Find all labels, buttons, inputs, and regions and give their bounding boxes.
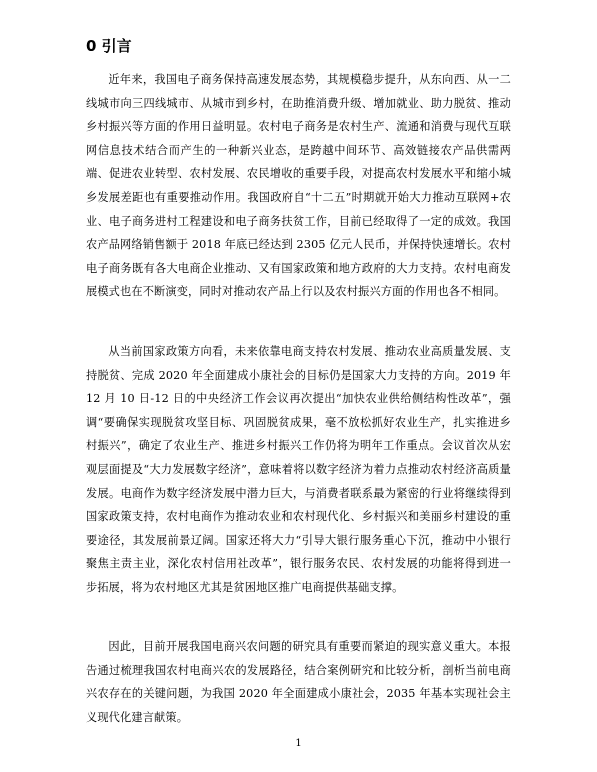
page-number: 1 [295, 738, 302, 749]
paragraph-conclusion: 因此，目前开展我国电商兴农问题的研究具有重要而紧迫的现实意义重大。本报告通过梳理我国农村电商兴农的发展路径，结合案例研究和比较分析，剖析当前电商兴农存在的关键问题，为我国 2020 年全面建成小康社会，2035 年基本实现社会主义现代化建言献策。 [86, 640, 511, 724]
paragraph-policy: 从当前国家政策方向看，未来依靠电商支持农村发展、推动农业高质量发展、支持脱贫、完成 2020 年全面建成小康社会的目标仍是国家大力支持的方向。2019 年 12 月 10 日-12 日的中央经济工作会议再次提出“加快农业供给侧结构性改革”，强调“要确保实现脱贫攻坚目标、巩固脱贫成果，毫不放松抓好农业生产，扎实推进乡村振兴”，确定了农业生产、推进乡村振兴工作仍将为明年工作重点。会议首次从宏观层面提及“大力发展数字经济”，意味着将以数字经济为着力点推动农村经济高质量发展。电商作为数字经济发展中潜力巨大，与消费者联系最为紧密的行业将继续得到国家政策支持，农村电商作为推动农业和农村现代化、乡村振兴和美丽乡村建设的重要途径，其发展前景辽阔。国家还将大力“引导大银行服务重心下沉，推动中小银行聚焦主责主业，深化农村信用社改革”，银行服务农民、农村发展的功能将得到进一步拓展，将为农村地区尤其是贫困地区推广电商提供基础支撑。 [86, 345, 511, 594]
paragraph-intro: 近年来，我国电子商务保持高速发展态势，其规模稳步提升，从东向西、从一二线城市向三四线城市、从城市到乡村，在助推消费升级、增加就业、助力脱贫、推动乡村振兴等方面的作用日益明显。农村电子商务是农村生产、流通和消费与现代互联网信息技术结合而产生的一种新兴业态，是跨越中间环节、高效链接农产品供需两端、促进农业转型、农村发展、农民增收的重要手段，对提高农村发展水平和缩小城乡发展差距也有重要推动作用。我国政府自“十二五”时期就开始大力推动互联网+农业、电子商务进村工程建设和电子商务扶贫工作，目前已经取得了一定的成效。我国农产品网络销售额于 2018 年底已经达到 2305 亿元人民币，并保持快速增长。农村电子商务既有各大电商企业推动、又有国家政策和地方政府的大力支持。农村电商发展模式也在不断演变，同时对推动农产品上行以及农村振兴方面的作用也各不相同。 [86, 73, 511, 299]
section-heading: 0 引言 [86, 37, 132, 55]
